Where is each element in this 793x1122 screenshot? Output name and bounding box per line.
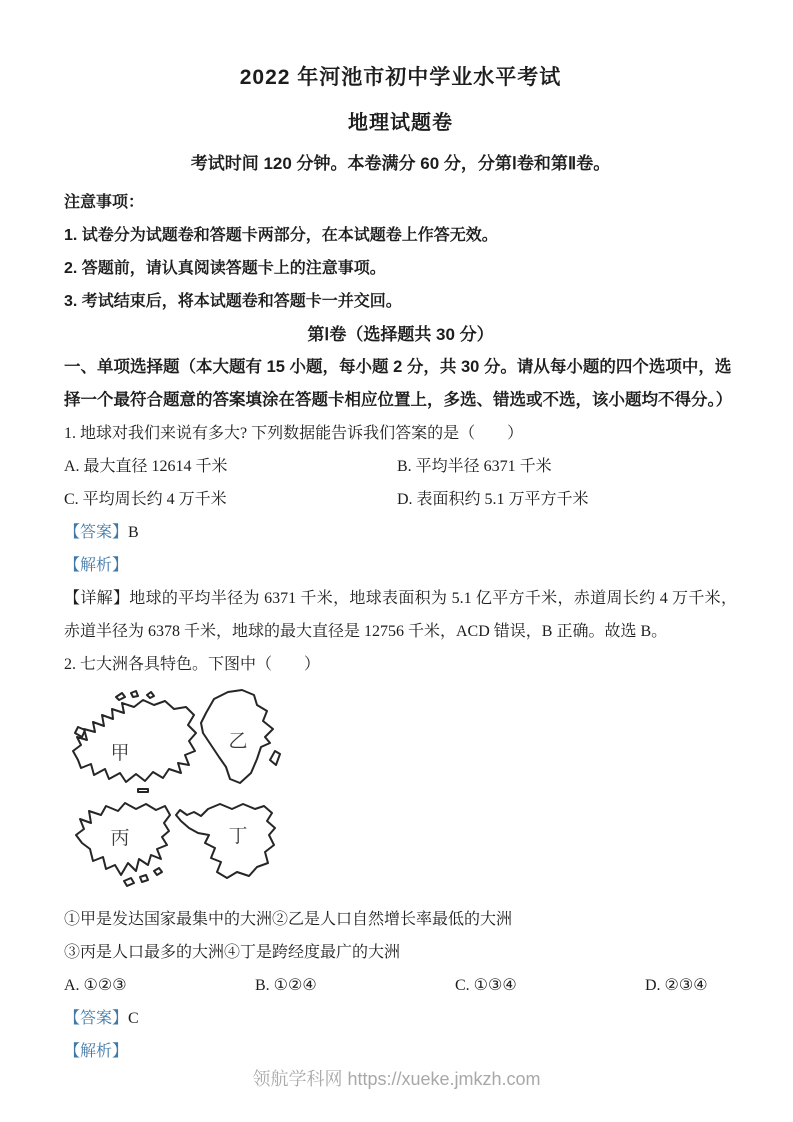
q1-option-a: A. 最大直径 12614 千米: [64, 458, 228, 475]
notices-heading: 注意事项：: [64, 194, 145, 211]
q1-detail-paragraph: 【详解】地球的平均半径为 6371 千米，地球表面积为 5.1 亿平方千米，赤道周长约 4 万千米，赤道半径为 6378 千米，地球的最大直径是 12756 千米，ACD 错误，B 正确。故选 B。: [64, 590, 737, 640]
q1-analysis-label: 【解析】: [64, 557, 129, 574]
notice-item-1: 1. 试卷分为试题卷和答题卡两部分，在本试题卷上作答无效。: [64, 227, 498, 244]
question-1-options: [64, 450, 737, 516]
watermark-footer: 领航学科网 https://xueke.jmkzh.com: [252, 1069, 541, 1089]
q1-analysis-row: [64, 549, 737, 582]
antarctica-outline: [176, 804, 275, 878]
asia-islands: [124, 868, 162, 886]
q2-answer-label: 【答案】: [64, 1010, 129, 1027]
q2-analysis-label: 【解析】: [64, 1043, 129, 1060]
page-title: 2022 年河池市初中学业水平考试: [239, 66, 562, 89]
q1-option-c: C. 平均周长约 4 万千米: [64, 491, 227, 508]
q1-answer-row: [64, 516, 737, 549]
q1-option-b: B. 平均半径 6371 千米: [397, 458, 552, 475]
q1-option-d: D. 表面积约 5.1 万平方千米: [397, 491, 589, 508]
question-1-stem: 1. 地球对我们来说有多大? 下列数据能告诉我们答案的是（ ）: [64, 425, 524, 442]
q1-answer-label: 【答案】: [64, 524, 129, 541]
map-label-bing: 丙: [110, 828, 130, 849]
q2-option-d: D. ②③④: [645, 977, 708, 994]
q2-answer-value: C: [128, 1010, 139, 1027]
europe-outline: [73, 700, 196, 782]
notice-item-3: 3. 考试结束后，将本试题卷和答题卡一并交回。: [64, 293, 402, 310]
q2-option-c: C. ①③④: [455, 977, 517, 994]
q2-statement-line2: ③丙是人口最多的大洲④丁是跨经度最广的大洲: [64, 944, 401, 961]
q2-statement-line1: ①甲是发达国家最集中的大洲②乙是人口自然增长率最低的大洲: [64, 911, 513, 928]
map-label-yi: 乙: [228, 731, 248, 752]
continents-outline-figure: [68, 685, 283, 897]
q2-analysis-row: [64, 1035, 737, 1068]
notice-item-2: 2. 答题前，请认真阅读答题卡上的注意事项。: [64, 260, 386, 277]
section1-intro-line1: 一、单项选择题（本大题有 15 小题，每小题 2 分，共 30 分。请从每小题的四个选项中，选: [64, 358, 732, 376]
page-subtitle: 地理试题卷: [348, 112, 453, 134]
madagascar-island: [270, 751, 280, 765]
section1-intro-line2: 择一个最符合题意的答案填涂在答题卡相应位置上，多选、错选或不选，该小题均不得分。）: [64, 391, 733, 409]
q2-option-b: B. ①②④: [255, 977, 317, 994]
q2-answer-row: [64, 1002, 737, 1035]
map-label-jia: 甲: [110, 743, 130, 764]
exam-info-line: 考试时间 120 分钟。本卷满分 60 分，分第Ⅰ卷和第Ⅱ卷。: [190, 154, 611, 173]
section1-heading: 第Ⅰ卷（选择题共 30 分）: [307, 325, 494, 344]
question-2-options: [64, 969, 737, 1002]
q2-option-a: A. ①②③: [64, 977, 127, 994]
q1-answer-value: B: [128, 524, 139, 541]
question-2-stem: 2. 七大洲各具特色。下图中（ ）: [64, 656, 321, 673]
map-label-ding: 丁: [228, 826, 248, 847]
